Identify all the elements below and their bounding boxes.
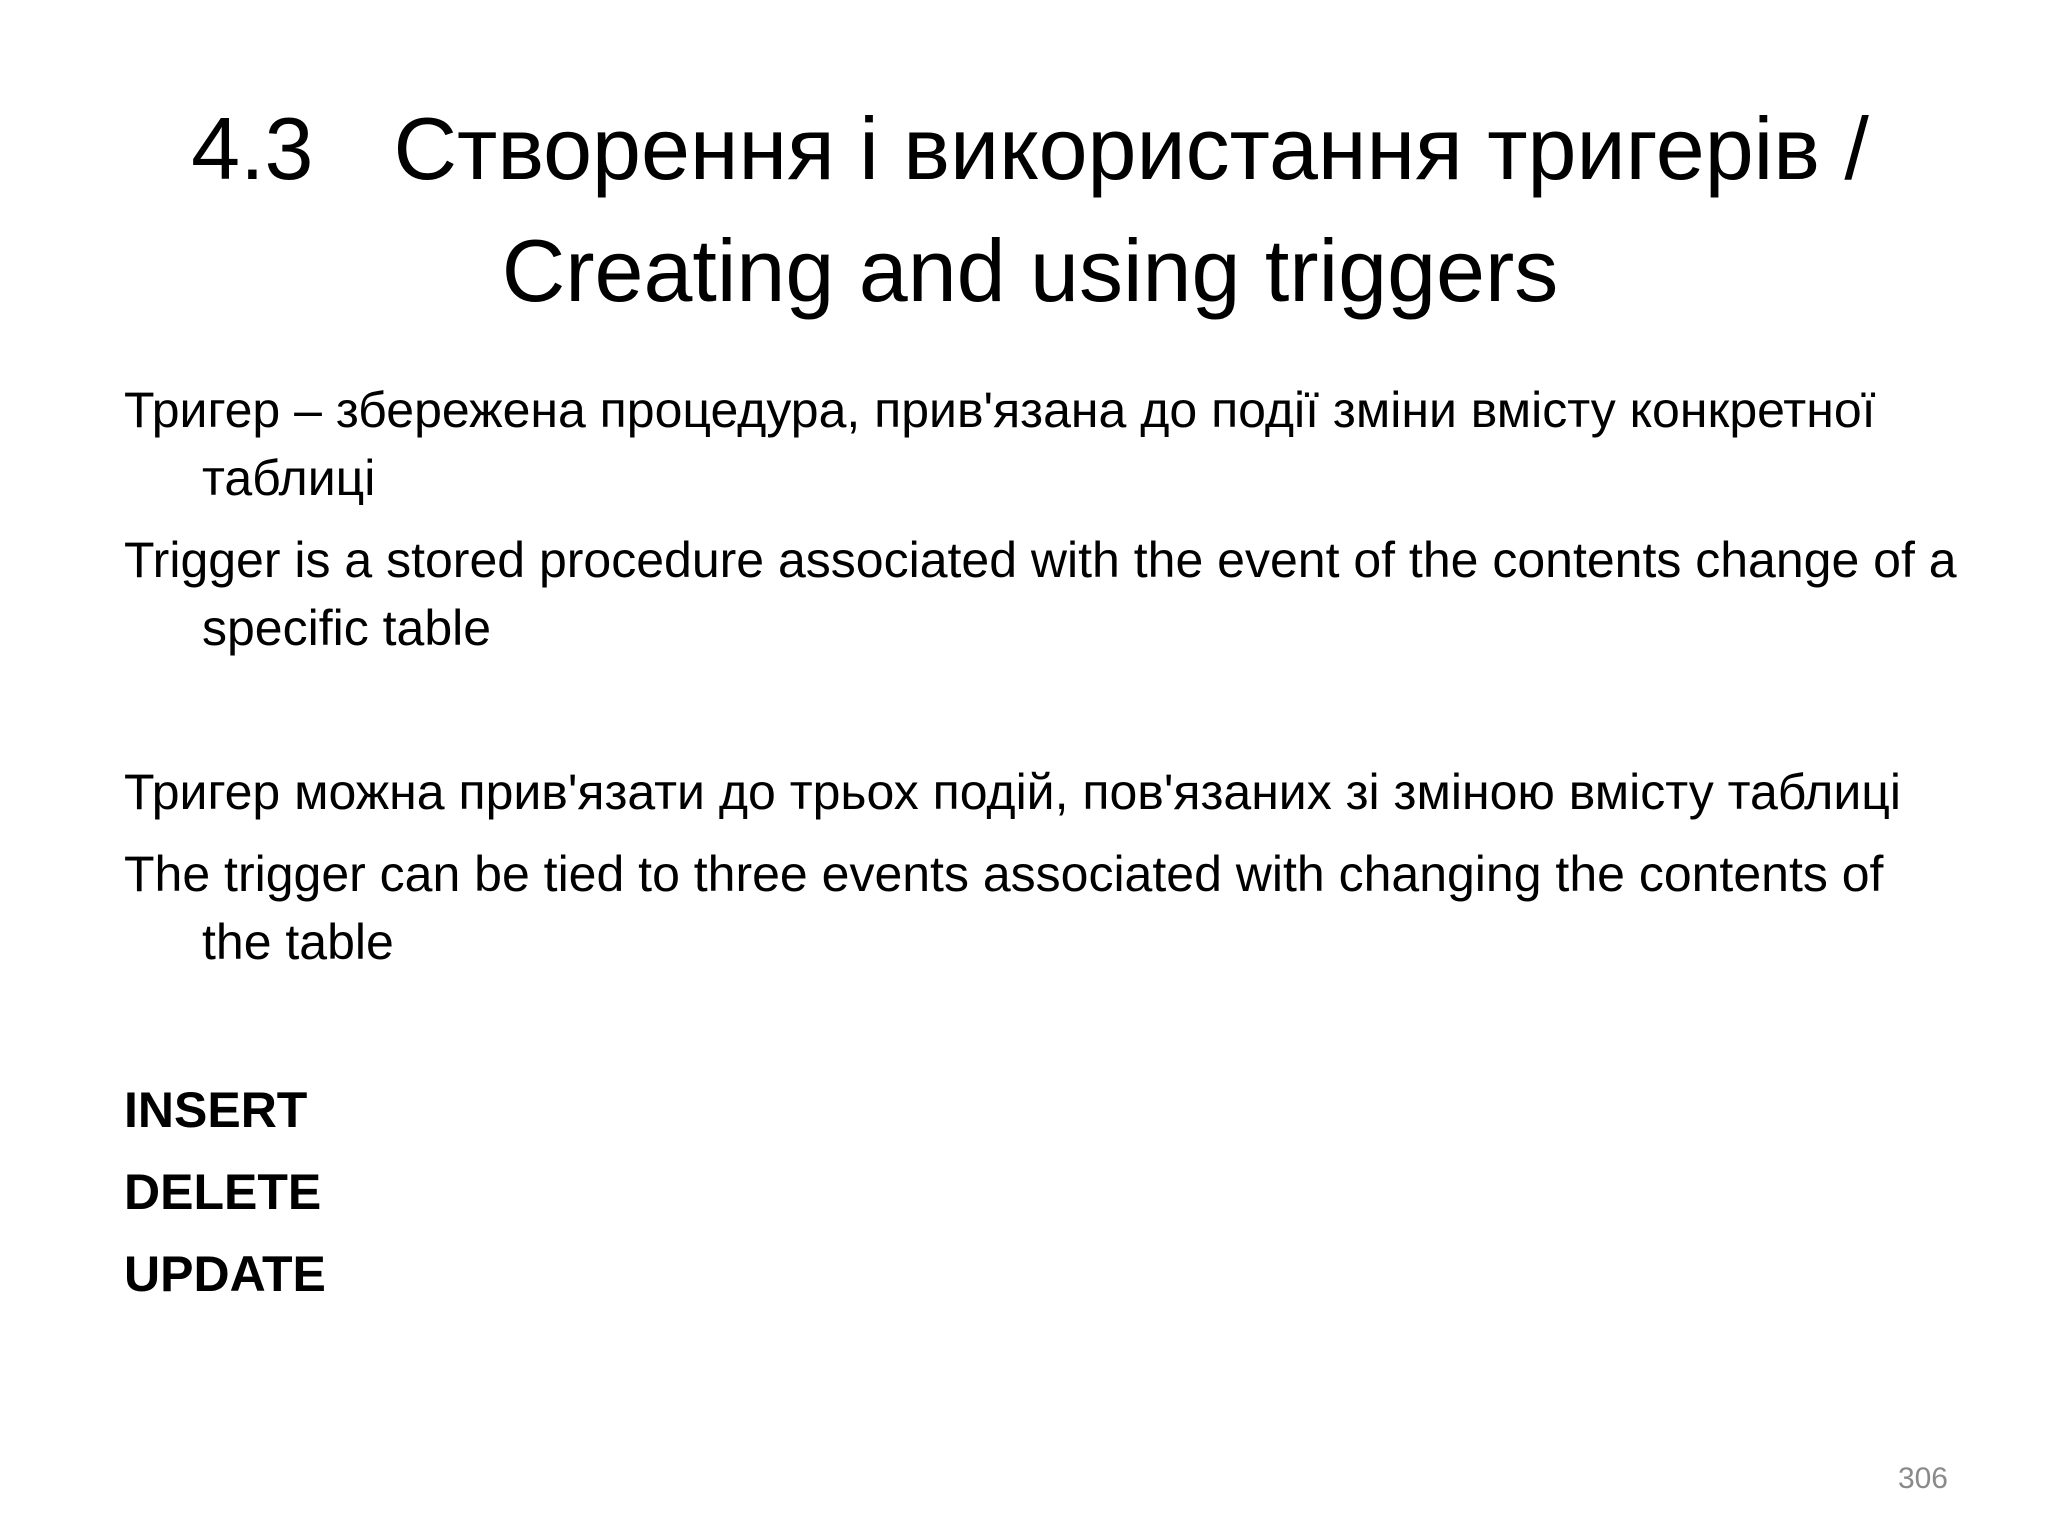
- keyword-insert: INSERT: [124, 1082, 308, 1138]
- paragraph-definition-uk: Тригер – збережена процедура, прив'язана до події зміни вмісту конкретної таблиці: [124, 382, 1876, 506]
- slide-title: [100, 88, 1960, 332]
- paragraph-events-uk: Тригер можна прив'язати до трьох подій, пов'язаних зі зміною вмісту таблиці: [124, 764, 1902, 820]
- paragraph-definition-en: Trigger is a stored procedure associated with the event of the contents change of a specific table: [124, 532, 1957, 656]
- section-number: 4.3: [191, 99, 314, 198]
- title-line-1: Створення і використання тригерів /: [393, 99, 1869, 198]
- slide-body: [124, 376, 1964, 1322]
- keyword-update: UPDATE: [124, 1246, 326, 1302]
- paragraph-events-en: The trigger can be tied to three events associated with changing the contents of the table: [124, 846, 1884, 970]
- keyword-delete: DELETE: [124, 1164, 322, 1220]
- page-number: 306: [1897, 1462, 1948, 1495]
- title-line-2: Creating and using triggers: [501, 221, 1559, 320]
- event-keyword-list: [124, 1076, 1964, 1308]
